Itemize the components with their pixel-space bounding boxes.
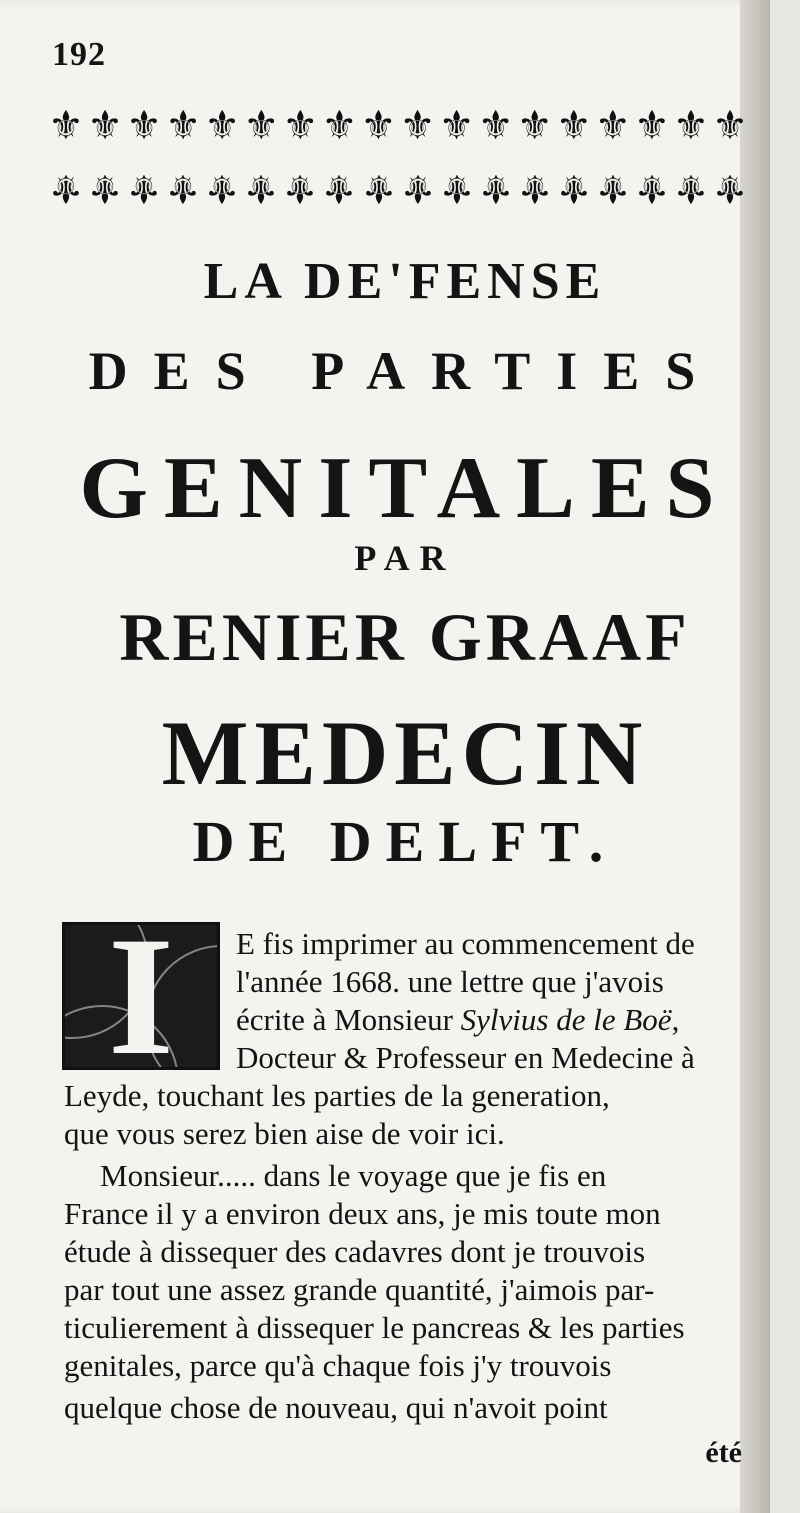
fleur-de-lis-icon: ⚜	[594, 166, 631, 211]
fleur-de-lis-icon: ⚜	[438, 103, 475, 148]
fleur-de-lis-icon: ⚜	[48, 103, 84, 148]
fleur-de-lis-icon: ⚜	[165, 166, 202, 211]
body-line-1: E fis imprimer au commencement de	[236, 926, 695, 961]
fleur-de-lis-icon: ⚜	[673, 166, 709, 211]
title-line-3: GENITALES	[79, 440, 731, 537]
body-line-13: quelque chose de nouveau, qui n'avoit point	[64, 1390, 608, 1425]
fleur-de-lis-icon: ⚜	[477, 103, 514, 148]
fleur-de-lis-icon: ⚜	[477, 166, 514, 211]
title-line-7: DE DELFT.	[192, 809, 618, 874]
fleur-de-lis-icon: ⚜	[516, 103, 553, 148]
fleur-de-lis-icon: ⚜	[204, 166, 241, 211]
body-line-8: France il y a environ deux ans, je mis toute mon	[64, 1196, 661, 1231]
fleur-de-lis-icon: ⚜	[438, 166, 475, 211]
body-line-4: Docteur & Professeur en Medecine à	[236, 1040, 695, 1075]
body-line-12: genitales, parce qu'à chaque fois j'y trouvois	[64, 1348, 612, 1383]
body-line-10: par tout une assez grande quantité, j'aimois par-	[64, 1272, 655, 1307]
title-line-1: LA DE'FENSE	[203, 253, 607, 310]
fleur-de-lis-icon: ⚜	[399, 103, 436, 148]
title-line-5: RENIER GRAAF	[119, 599, 691, 675]
fleur-de-lis-icon: ⚜	[282, 166, 319, 211]
fleur-de-lis-icon: ⚜	[712, 166, 748, 211]
title-line-2: DES PARTIES	[88, 341, 722, 401]
fleur-de-lis-icon: ⚜	[243, 166, 280, 211]
fleur-de-lis-icon: ⚜	[712, 103, 748, 148]
fleur-de-lis-icon: ⚜	[399, 166, 436, 211]
fleur-de-lis-icon: ⚜	[165, 103, 202, 148]
body-line-11: ticulierement à dissequer le pancreas & les parties	[64, 1310, 685, 1345]
page-number: 192	[52, 36, 106, 73]
fleur-de-lis-icon: ⚜	[594, 103, 631, 148]
fleur-de-lis-icon: ⚜	[126, 103, 162, 148]
fleur-de-lis-icon: ⚜	[673, 103, 709, 148]
fleur-de-lis-icon: ⚜	[321, 166, 358, 211]
fleur-de-lis-icon: ⚜	[516, 166, 553, 211]
fleur-de-lis-icon: ⚜	[555, 103, 592, 148]
body-line-6: que vous serez bien aise de voir ici.	[64, 1116, 505, 1151]
title-line-6: MEDECIN	[161, 702, 649, 804]
decorated-initial	[62, 922, 220, 1070]
fleur-de-lis-icon: ⚜	[321, 103, 358, 148]
fleur-de-lis-icon: ⚜	[87, 166, 123, 211]
fleur-de-lis-ornament-row-bottom	[48, 158, 748, 218]
fleur-de-lis-icon: ⚜	[243, 103, 280, 148]
catchword: été	[705, 1436, 742, 1469]
fleur-de-lis-icon: ⚜	[555, 166, 592, 211]
body-line-7: Monsieur..... dans le voyage que je fis en	[100, 1158, 607, 1193]
fleur-de-lis-icon: ⚜	[360, 103, 397, 148]
fleur-de-lis-icon: ⚜	[204, 103, 241, 148]
fleur-de-lis-ornament-row-top	[48, 96, 748, 156]
fleur-de-lis-icon: ⚜	[87, 103, 123, 148]
drop-cap-letter: I	[107, 922, 175, 1070]
body-line-3: écrite à Monsieur Sylvius de le Boë,	[236, 1002, 680, 1037]
body-line-2: l'année 1668. une lettre que j'avois	[236, 964, 664, 999]
fleur-de-lis-icon: ⚜	[633, 166, 670, 211]
body-line-5: Leyde, touchant les parties de la generation,	[64, 1078, 610, 1113]
fleur-de-lis-icon: ⚜	[633, 103, 670, 148]
body-line-9: étude à dissequer des cadavres dont je trouvois	[64, 1234, 646, 1269]
fleur-de-lis-icon: ⚜	[282, 103, 319, 148]
fleur-de-lis-icon: ⚜	[126, 166, 162, 211]
title-line-4: PAR	[354, 538, 456, 578]
fleur-de-lis-icon: ⚜	[48, 166, 84, 211]
fleur-de-lis-icon: ⚜	[360, 166, 397, 211]
